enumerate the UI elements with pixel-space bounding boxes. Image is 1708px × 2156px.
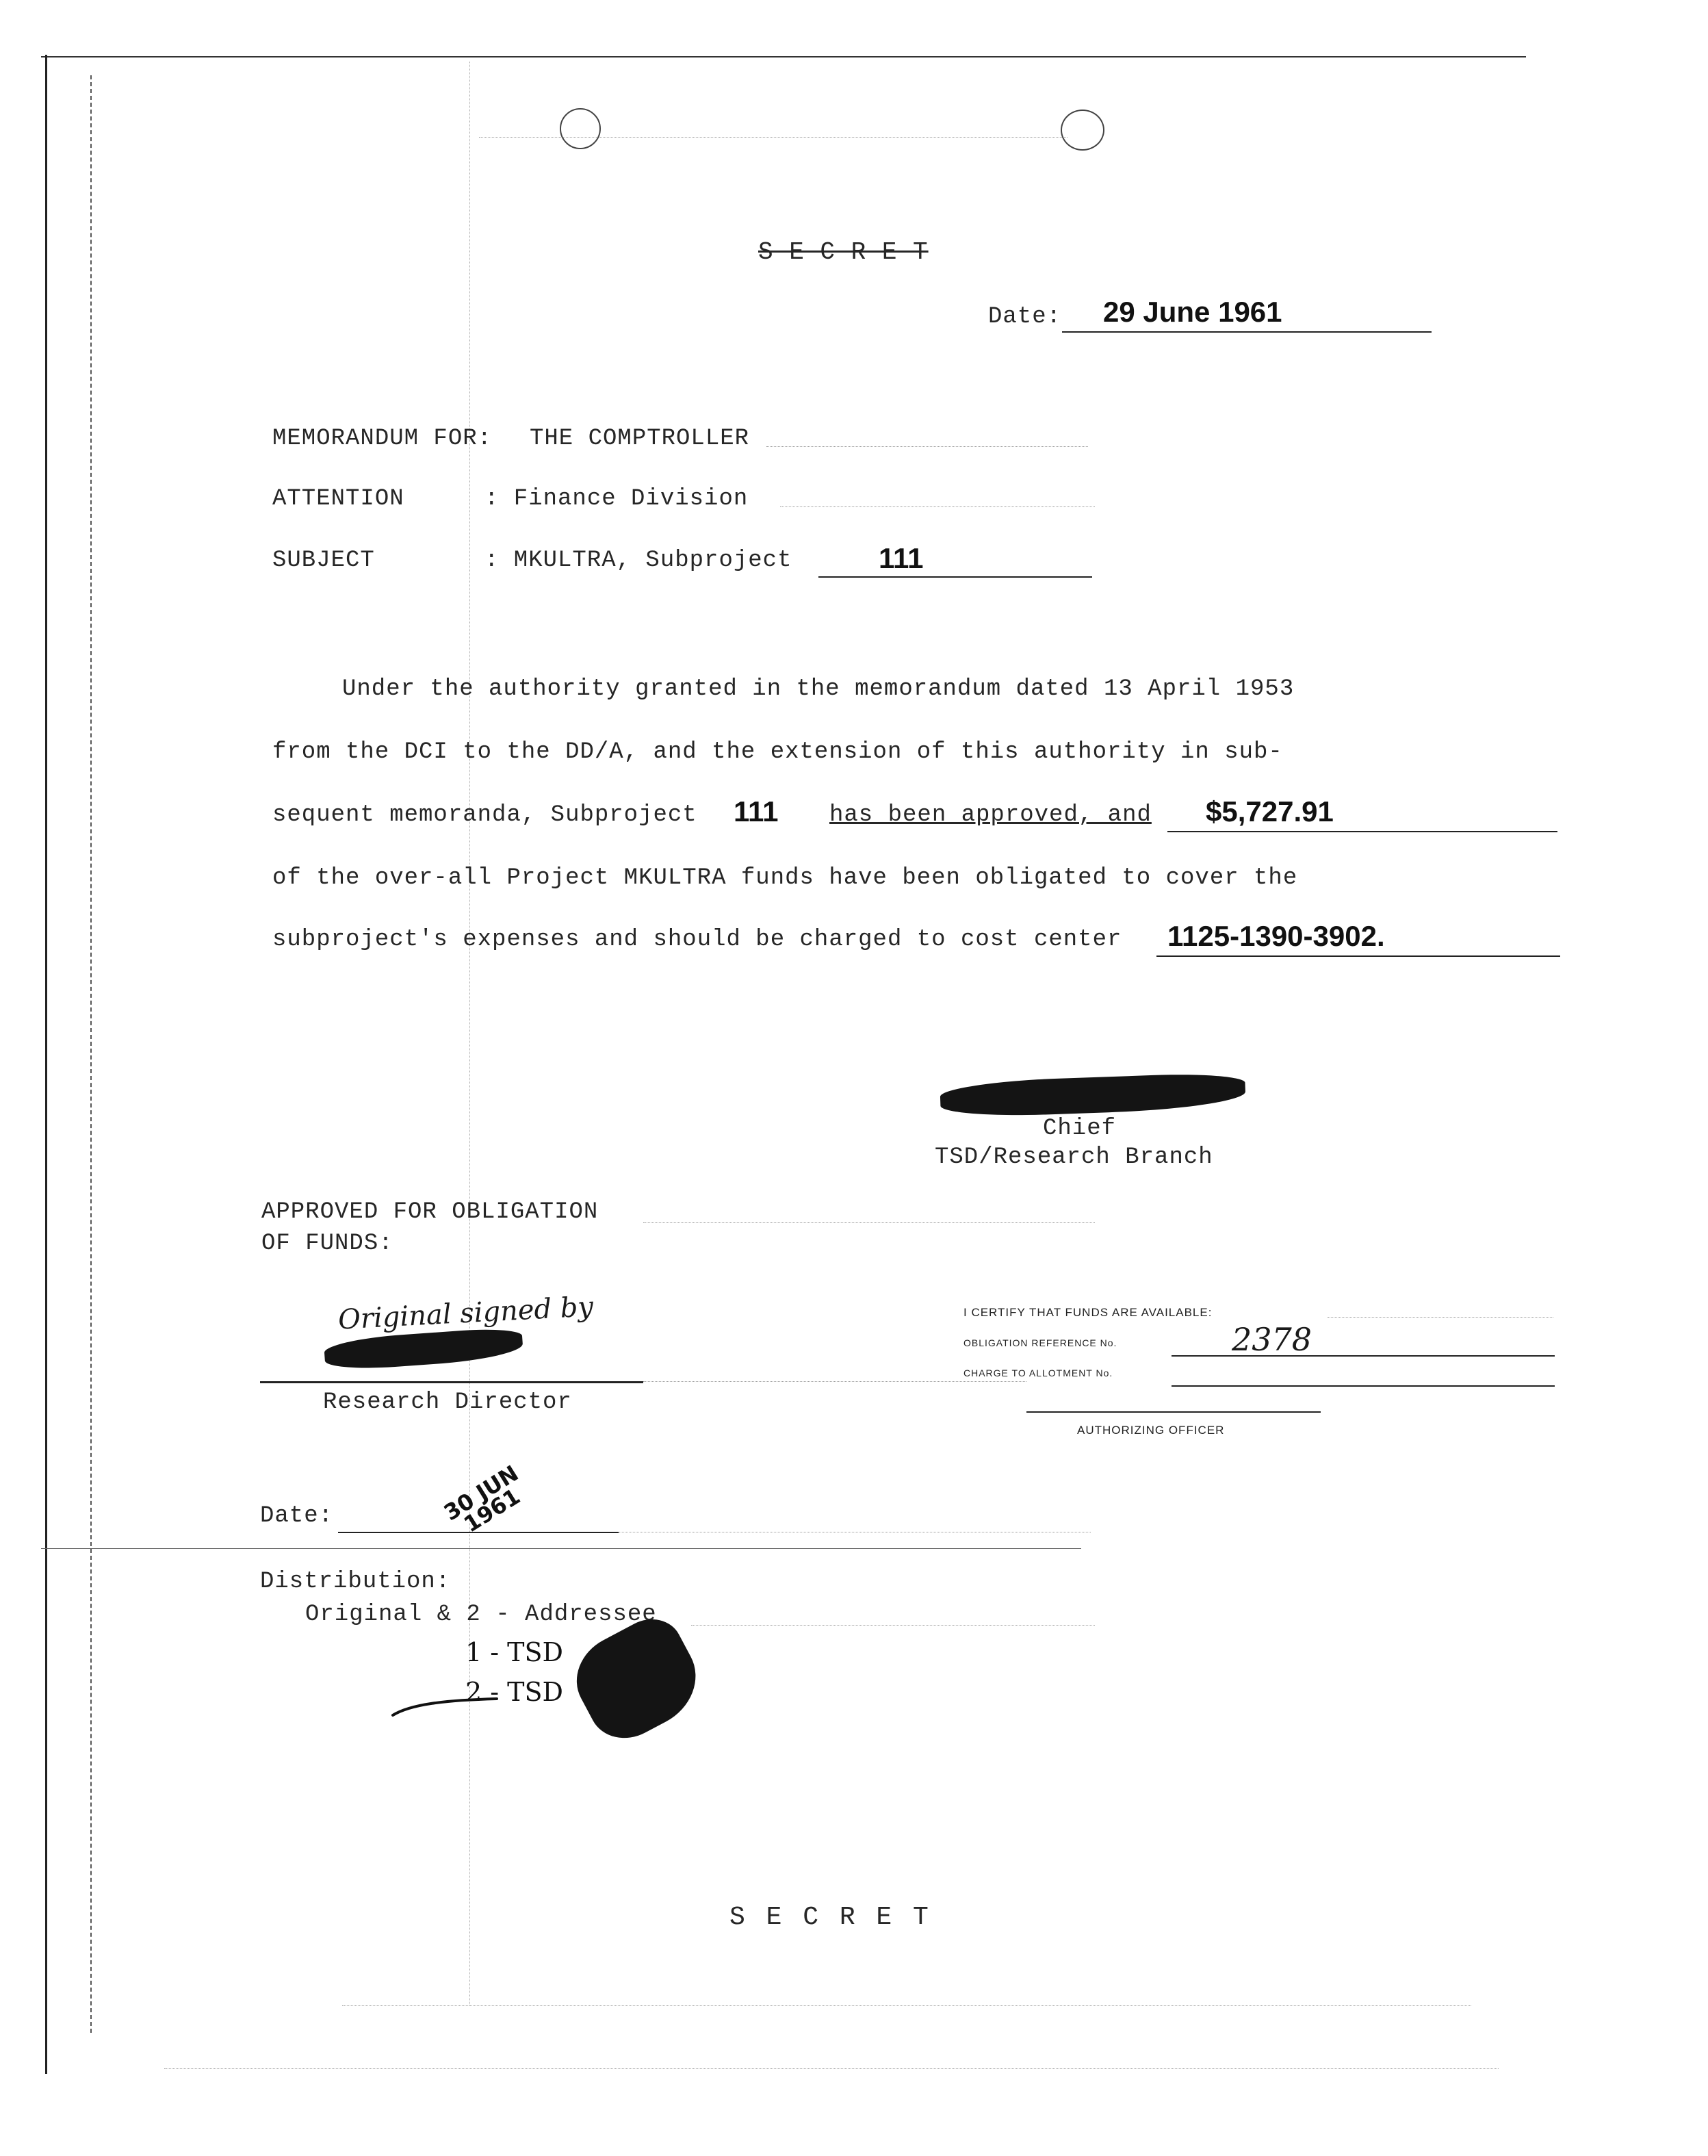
classification-bottom: S E C R E T	[729, 1903, 931, 1932]
distribution-label: Distribution:	[260, 1569, 451, 1595]
bottom-dotted-rule	[342, 2005, 1471, 2006]
approved-line-2: OF FUNDS:	[261, 1231, 393, 1257]
body-line-3a: sequent memoranda, Subproject	[272, 802, 697, 828]
body-line-2: from the DCI to the DD/A, and the extension of this authority in sub-	[272, 739, 1283, 765]
signature-title: Chief	[1043, 1116, 1117, 1142]
subject-number: 111	[879, 542, 924, 574]
redacted-signature	[940, 1072, 1246, 1118]
left-dotted-edge	[90, 75, 92, 2033]
amount-underline	[1167, 831, 1557, 832]
classification-top: S E C R E T	[758, 238, 929, 266]
distribution-item-3: 2 - TSD	[465, 1677, 564, 1707]
footer-dotted-rule	[164, 2068, 1499, 2069]
body-line-1: Under the authority granted in the memorandum dated 13 April 1953	[342, 676, 1295, 702]
charge-underline	[1172, 1385, 1555, 1387]
distribution-item-1: Original & 2 - Addressee	[305, 1602, 657, 1628]
charge-label: CHARGE TO ALLOTMENT No.	[963, 1368, 1113, 1378]
body-line-4: of the over-all Project MKULTRA funds have been obligated to cover the	[272, 865, 1298, 891]
attention-value: : Finance Division	[484, 486, 749, 512]
original-signed: Original signed by	[337, 1291, 595, 1336]
top-scan-border	[41, 56, 1526, 57]
approved-line-1: APPROVED FOR OBLIGATION	[261, 1199, 599, 1225]
punch-hole-right	[1061, 110, 1104, 151]
approver-signature-line	[260, 1381, 643, 1383]
signature-unit: TSD/Research Branch	[935, 1144, 1213, 1170]
obligation-value: 2378	[1232, 1321, 1312, 1358]
authorizing-line	[1026, 1411, 1321, 1413]
memorandum-rule	[766, 446, 1088, 447]
date2-label: Date:	[260, 1503, 334, 1529]
memorandum-label: MEMORANDUM FOR:	[272, 426, 493, 452]
attention-label: ATTENTION	[272, 486, 404, 512]
obligation-underline	[1172, 1355, 1555, 1357]
certify-rule-1	[1328, 1317, 1553, 1318]
distribution-item-2: 1 - TSD	[465, 1637, 564, 1667]
punch-hole-left	[560, 108, 601, 149]
date-underline	[1062, 331, 1432, 333]
memorandum-value: THE COMPTROLLER	[530, 426, 750, 452]
cost-center: 1125-1390-3902.	[1167, 920, 1385, 952]
obligation-label: OBLIGATION REFERENCE No.	[963, 1337, 1117, 1348]
middle-scan-line	[41, 1548, 1081, 1549]
approved-rule	[643, 1222, 1095, 1223]
research-director: Research Director	[323, 1389, 572, 1415]
authorizing-officer: AUTHORIZING OFFICER	[1077, 1424, 1225, 1437]
redacted-distribution	[562, 1608, 712, 1751]
date-value: 29 June 1961	[1103, 296, 1282, 328]
subject-underline	[818, 576, 1092, 578]
body-line-5: subproject's expenses and should be charged to cost center	[272, 927, 1122, 953]
date-stamp: 30 JUN 1961	[439, 1460, 525, 1538]
cost-center-underline	[1156, 955, 1560, 957]
attention-rule	[780, 506, 1095, 507]
left-margin-edge	[45, 55, 47, 2074]
pen-stroke	[390, 1689, 500, 1723]
approver-dotted-line	[643, 1381, 1026, 1382]
body-subproject-number: 111	[734, 795, 779, 827]
date-label: Date:	[988, 304, 1062, 330]
body-line-3b: has been approved, and	[829, 802, 1152, 828]
subject-label: SUBJECT	[272, 548, 375, 574]
subject-value: : MKULTRA, Subproject	[484, 548, 792, 574]
certify-line-1: I CERTIFY THAT FUNDS ARE AVAILABLE:	[963, 1306, 1213, 1319]
body-amount: $5,727.91	[1206, 795, 1334, 827]
distribution-rule	[691, 1625, 1095, 1626]
